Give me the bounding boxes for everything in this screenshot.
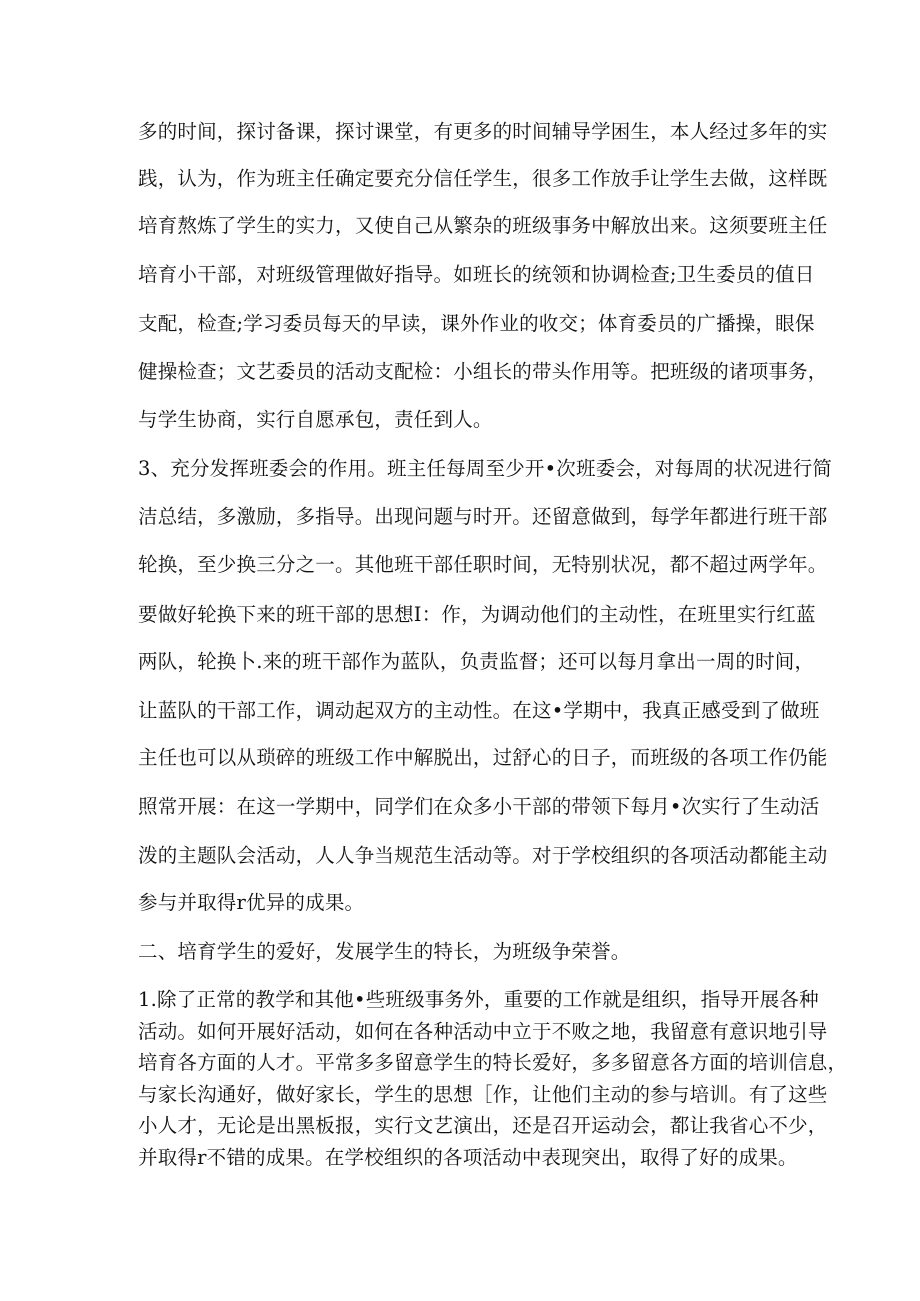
paragraph-1-line-1: 多的时间，探讨备课，探讨课堂，有更多的时间辅导学困生，本人经过多年的实 — [138, 120, 828, 143]
paragraph-2-line-1: 3、充分发挥班委会的作用。班主任每周至少开•次班委会，对每周的状况进行简 — [138, 457, 833, 480]
paragraph-1-line-2: 践，认为，作为班主任确定要充分信任学生，很多工作放手让学生去做，这样既 — [138, 167, 828, 190]
paragraph-2-line-8: 照常开展：在这一学期中，同学们在众多小干部的带领下每月•次实行了生动活 — [138, 795, 820, 818]
paragraph-1-line-6: 健操检查；文艺委员的活动支配检：小组长的带头作用等。把班级的诸项事务， — [138, 360, 828, 383]
paragraph-2-line-10: 参与并取得r优异的成果。 — [138, 891, 365, 914]
paragraph-1-line-4: 培育小干部，对班级管理做好指导。如班长的统领和协调检查;卫生委员的值日 — [138, 263, 815, 286]
paragraph-1-line-7: 与学生协商，实行自愿承包，责任到人。 — [138, 408, 493, 431]
paragraph-2-line-2: 洁总结，多激励，多指导。出现问题与时开。还留意做到，每学年都进行班干部 — [138, 505, 828, 528]
paragraph-3-line-6: 并取得r不错的成果。在学校组织的各项活动中表现突出，取得了好的成果。 — [138, 1146, 798, 1169]
paragraph-2-line-9: 泼的主题队会活动，人人争当规范生活动等。对于学校组织的各项活动都能主动 — [138, 844, 828, 867]
paragraph-3-line-4: 与家长沟通好，做好家长，学生的思想［作，让他们主动的参与培训。有了这些 — [138, 1083, 828, 1106]
paragraph-3-line-1: 1.除了正常的教学和其他•些班级事务外，重要的工作就是组织，指导开展各种 — [138, 988, 819, 1011]
paragraph-1-line-3: 培育熬炼了学生的实力，又使自己从繁杂的班级事务中解放出来。这须要班主任 — [138, 214, 828, 237]
paragraph-3-line-5: 小人才，无论是出黑板报，实行文艺演出，还是召开运动会，都让我省心不少， — [138, 1114, 828, 1137]
paragraph-2-line-4: 要做好轮换下来的班干部的思想I：作，为调动他们的主动性，在班里实行红蓝 — [138, 603, 816, 626]
paragraph-1-line-5: 支配，检查;学习委员每天的早读，课外作业的收交；体育委员的广播操，眼保 — [138, 312, 815, 335]
paragraph-2-line-5: 两队，轮换卜.来的班干部作为蓝队，负责监督；还可以每月拿出一周的时间， — [138, 650, 815, 673]
section-heading-2: 二、培育学生的爱好，发展学生的特长，为班级争荣誉。 — [138, 940, 631, 963]
paragraph-2-line-3: 轮换，至少换三分之一。其他班干部任职时间，无特别状况，都不超过两学年。 — [138, 553, 828, 576]
paragraph-2-line-6: 让蓝队的干部工作，调动起双方的主动性。在这•学期中，我真正感受到了做班 — [138, 699, 820, 722]
paragraph-3-line-3: 培育各方面的人才。平常多多留意学生的特长爱好，多多留意各方面的培训信息， — [138, 1051, 848, 1074]
paragraph-2-line-7: 主任也可以从琐碎的班级工作中解脱出，过舒心的日子，而班级的各项工作仍能 — [138, 746, 828, 769]
paragraph-3-line-2: 活动。如何开展好活动，如何在各种活动中立于不败之地，我留意有意识地引导 — [138, 1020, 828, 1043]
